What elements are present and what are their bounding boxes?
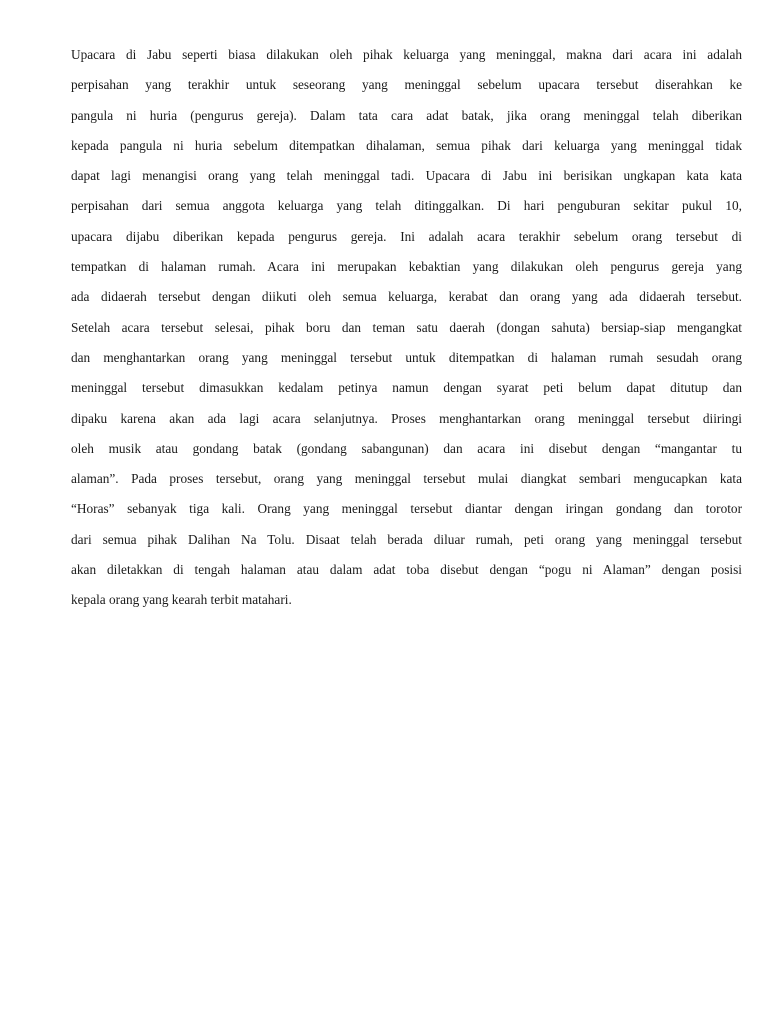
paragraph-line: oleh musik atau gondang batak (gondang sabangunan) dan acara ini disebut dengan “mangantar tu: [71, 440, 742, 456]
paragraph-line: ada didaerah tersebut dengan diikuti oleh semua keluarga, kerabat dan orang yang ada didaerah tersebut.: [71, 289, 742, 305]
paragraph-line: tempatkan di halaman rumah. Acara ini merupakan kebaktian yang dilakukan oleh pengurus gereja yang: [71, 259, 742, 275]
paragraph-line: pangula ni huria (pengurus gereja). Dalam tata cara adat batak, jika orang meninggal telah diberikan: [71, 107, 742, 123]
paragraph-line: dan menghantarkan orang yang meninggal tersebut untuk ditempatkan di halaman rumah sesudah orang: [71, 349, 742, 365]
paragraph-line: dapat lagi menangisi orang yang telah meninggal tadi. Upacara di Jabu ini berisikan ungkapan kata kata: [71, 168, 742, 184]
paragraph-line: dari semua pihak Dalihan Na Tolu. Disaat telah berada diluar rumah, peti orang yang meninggal tersebut: [71, 531, 742, 547]
paragraph-line: upacara dijabu diberikan kepada pengurus gereja. Ini adalah acara terakhir sebelum orang tersebut di: [71, 228, 742, 244]
paragraph-line: Upacara di Jabu seperti biasa dilakukan oleh pihak keluarga yang meninggal, makna dari acara ini adalah: [71, 47, 742, 62]
paragraph-line: “Horas” sebanyak tiga kali. Orang yang meninggal tersebut diantar dengan iringan gondang dan torotor: [71, 501, 742, 517]
paragraph-line: dipaku karena akan ada lagi acara selanjutnya. Proses menghantarkan orang meninggal tersebut diiringi: [71, 410, 742, 426]
paragraph-line: kepala orang yang kearah terbit matahari.: [71, 592, 292, 608]
body-paragraph: [71, 40, 742, 616]
paragraph-line: alaman”. Pada proses tersebut, orang yang meninggal tersebut mulai diangkat sembari mengucapkan kata: [71, 471, 742, 487]
paragraph-line: Setelah acara tersebut selesai, pihak boru dan teman satu daerah (dongan sahuta) bersiap-siap mengangkat: [71, 319, 742, 335]
paragraph-line: perpisahan yang terakhir untuk seseorang yang meninggal sebelum upacara tersebut diserahkan ke: [71, 77, 742, 93]
paragraph-line: kepada pangula ni huria sebelum ditempatkan dihalaman, semua pihak dari keluarga yang meninggal tidak: [71, 137, 742, 153]
paragraph-line: akan diletakkan di tengah halaman atau dalam adat toba disebut dengan “pogu ni Alaman” dengan posisi: [71, 562, 742, 578]
paragraph-line: perpisahan dari semua anggota keluarga yang telah ditinggalkan. Di hari penguburan sekitar pukul 10,: [71, 198, 742, 214]
paragraph-line: meninggal tersebut dimasukkan kedalam petinya namun dengan syarat peti belum dapat ditutup dan: [71, 380, 742, 396]
